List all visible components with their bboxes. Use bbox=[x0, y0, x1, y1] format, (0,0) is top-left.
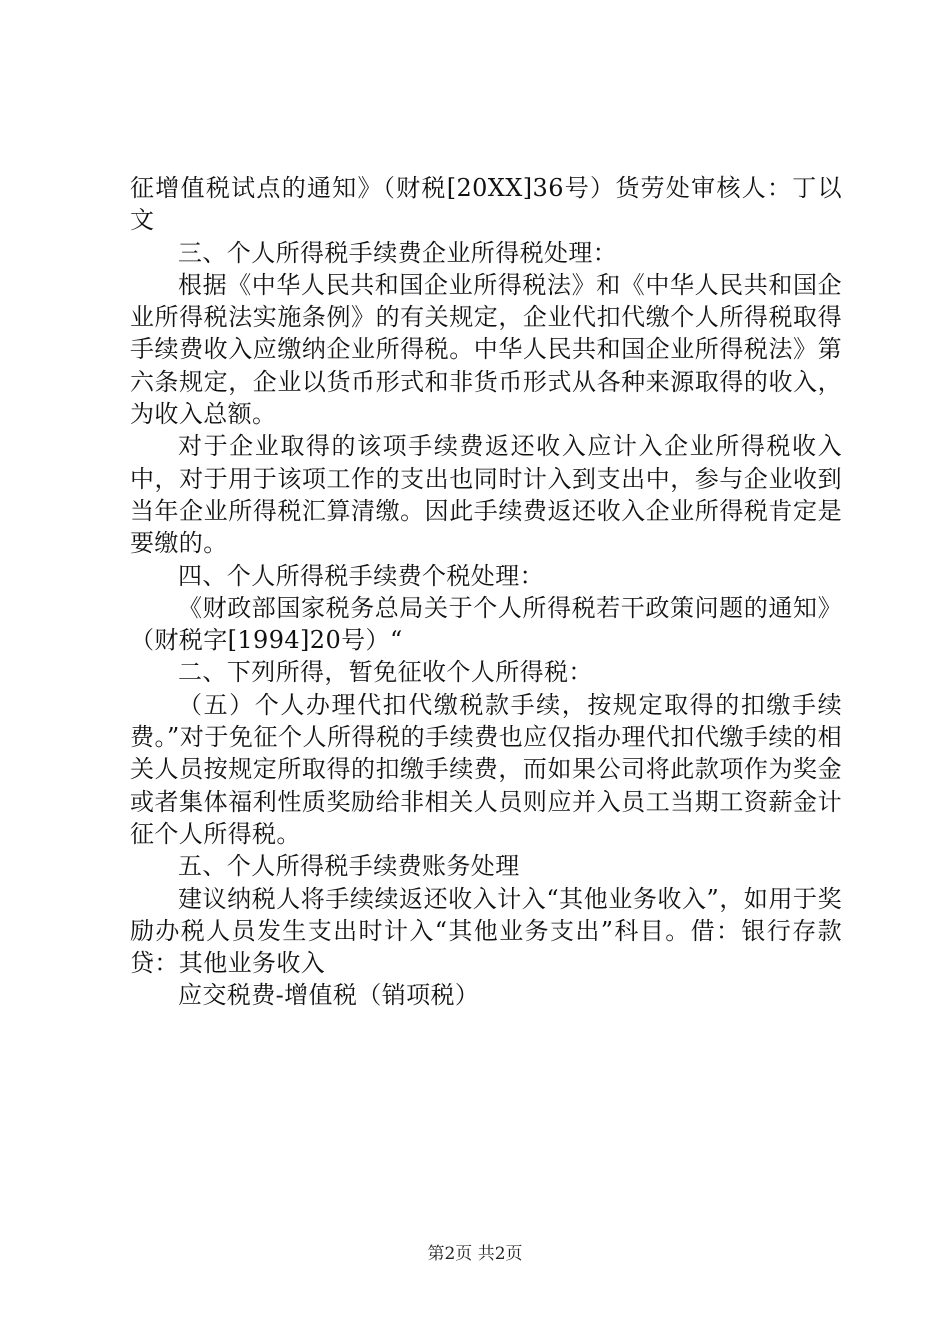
paragraph: 对于企业取得的该项手续费返还收入应计入企业所得税收入中，对于用于该项工作的支出也同时计入到支出中，参与企业收到当年企业所得税汇算清缴。因此手续费返还收入企业所得税肯定是要缴的。 bbox=[130, 432, 842, 558]
section-heading-3: 三、个人所得税手续费企业所得税处理： bbox=[178, 238, 618, 267]
paragraph: 《财政部国家税务总局关于个人所得税若干政策问题的通知》（财税字[1994]20号）“ bbox=[130, 593, 842, 655]
paragraph-continuation: 征增值税试点的通知》（财税[20XX]36号）货劳处审核人：丁以文 bbox=[130, 174, 842, 235]
section-heading-4: 四、个人所得税手续费个税处理： bbox=[178, 561, 544, 590]
paragraph: （五）个人办理代扣代缴税款手续，按规定取得的扣缴手续费。”对于免征个人所得税的手续费也应仅指办理代扣代缴手续的相关人员按规定所取得的扣缴手续费，而如果公司将此款项作为奖金或者集体福利性质奖励给非相关人员则应并入员工当期工资薪金计征个人所得税。 bbox=[130, 690, 842, 848]
page-number-footer: 第2页 共2页 bbox=[427, 1244, 523, 1264]
document-body bbox=[130, 172, 842, 1012]
paragraph: 根据《中华人民共和国企业所得税法》和《中华人民共和国企业所得税法实施条例》的有关规定，企业代扣代缴个人所得税取得手续费收入应缴纳企业所得税。中华人民共和国企业所得税法》第六条规定，企业以货币形式和非货币形式从各种来源取得的收入，为收入总额。 bbox=[130, 270, 842, 429]
paragraph: 建议纳税人将手续续返还收入计入“其他业务收入”，如用于奖励办税人员发生支出时计入“其他业务支出”科目。借：银行存款贷：其他业务收入 bbox=[130, 884, 842, 978]
paragraph: 二、下列所得，暂免征收个人所得税： bbox=[178, 658, 593, 687]
section-heading-5: 五、个人所得税手续费账务处理 bbox=[178, 852, 520, 881]
paragraph: 应交税费-增值税（销项税） bbox=[178, 981, 480, 1010]
